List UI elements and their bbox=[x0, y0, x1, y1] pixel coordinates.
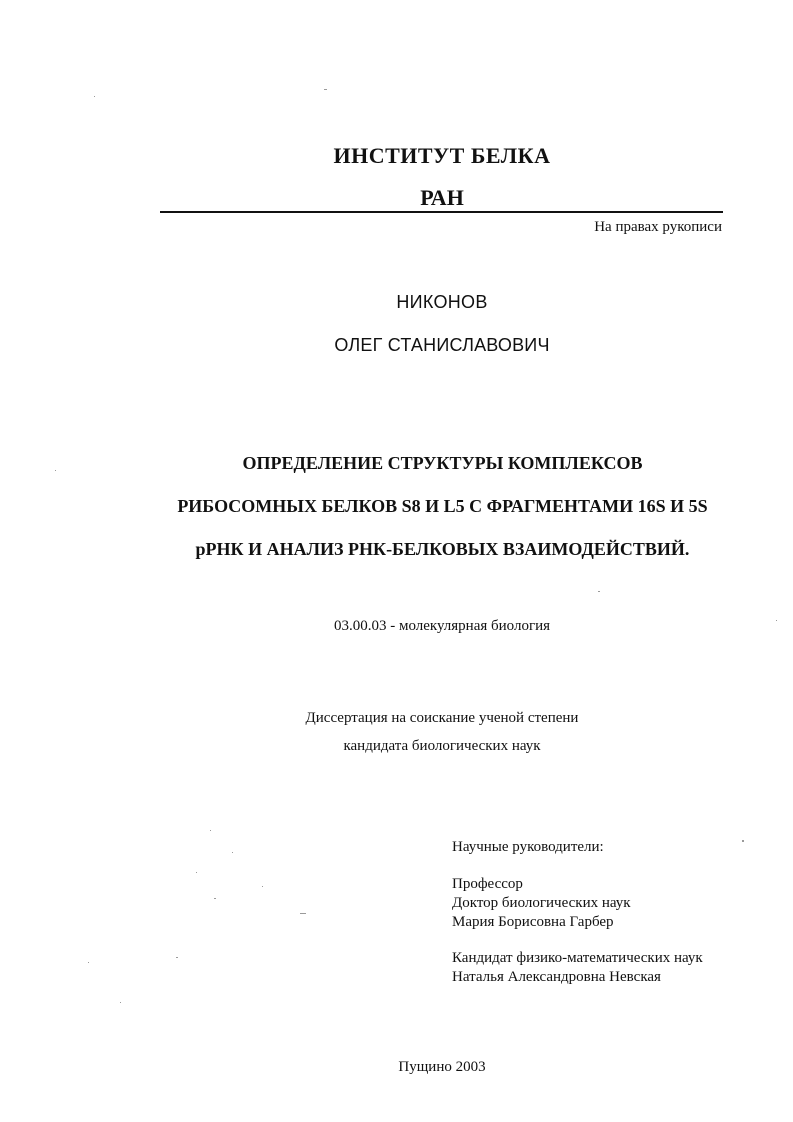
dissertation-title-line: рРНК И АНАЛИЗ РНК-БЕЛКОВЫХ ВЗАИМОДЕЙСТВИЙ. bbox=[195, 539, 690, 559]
advisors-block bbox=[452, 838, 703, 987]
city-year: Пущино 2003 bbox=[398, 1059, 486, 1075]
degree-statement: Диссертация на соискание ученой степени bbox=[305, 710, 579, 726]
advisor-1-degree: Доктор биологических наук bbox=[452, 895, 631, 911]
specialty-code: 03.00.03 - молекулярная биология bbox=[333, 618, 551, 634]
rights-note: На правах рукописи bbox=[594, 219, 722, 235]
academy-abbreviation: РАН bbox=[420, 185, 464, 210]
degree-field: кандидата биологических наук bbox=[343, 738, 541, 754]
advisor-1-name: Мария Борисовна Гарбер bbox=[452, 914, 614, 930]
dissertation-title-line: ОПРЕДЕЛЕНИЕ СТРУКТУРЫ КОМПЛЕКСОВ bbox=[242, 453, 643, 473]
header-divider bbox=[160, 211, 723, 213]
dissertation-title-line: РИБОСОМНЫХ БЕЛКОВ S8 И L5 С ФРАГМЕНТАМИ 16S И 5S bbox=[177, 496, 708, 516]
advisor-1-rank: Профессор bbox=[452, 876, 523, 892]
advisors-heading: Научные руководители: bbox=[452, 839, 604, 855]
advisor-2-name: Наталья Александровна Невская bbox=[452, 969, 661, 985]
institute-name: ИНСТИТУТ БЕЛКА bbox=[333, 143, 551, 168]
author-given-names: ОЛЕГ СТАНИСЛАВОВИЧ bbox=[334, 335, 550, 355]
advisor-2-degree: Кандидат физико-математических наук bbox=[452, 950, 703, 966]
author-surname: НИКОНОВ bbox=[396, 292, 488, 312]
